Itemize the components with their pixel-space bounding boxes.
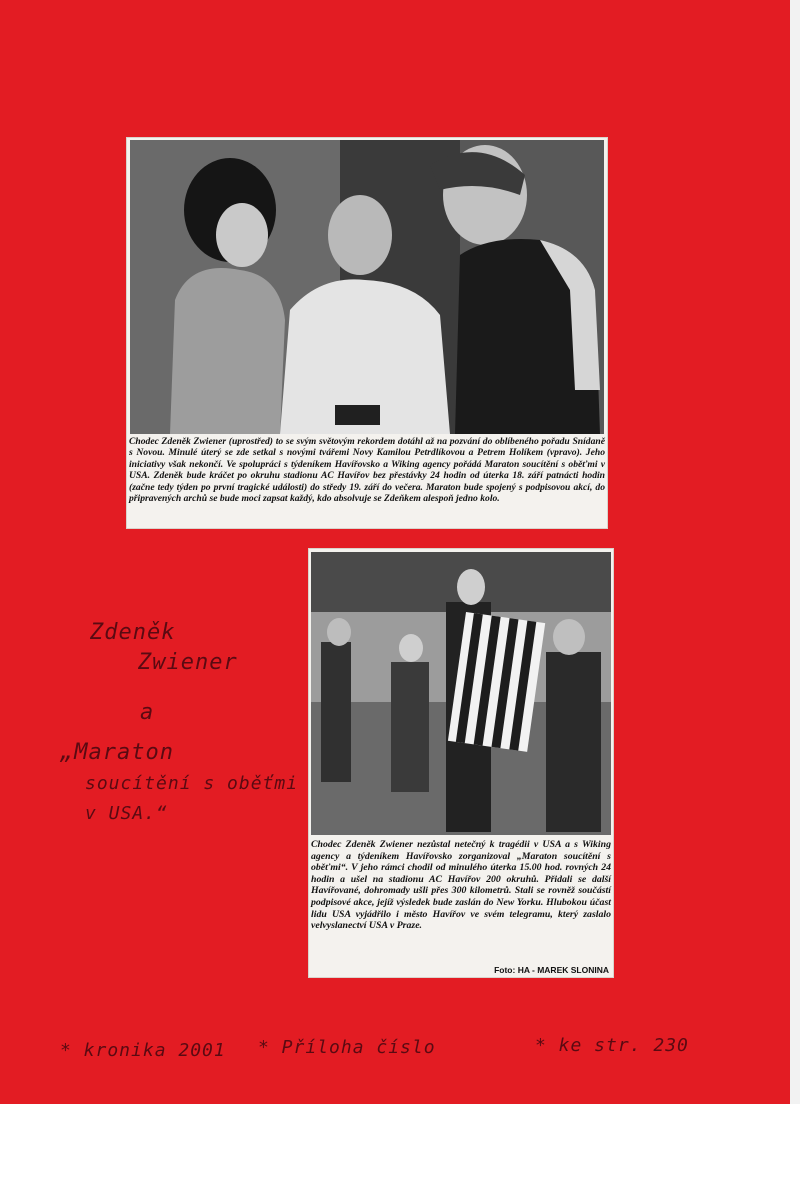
caption-bottom: Chodec Zdeněk Zwiener nezůstal netečný k tragédii v USA a s Wiking agency a týdeníkem Havířovsko zorganizoval „Maraton soucítění s oběťmi“. V jeho rámci chodil od minulého úterka 15.00 hod. rovných 24 hodin a ušel na stadionu AC Havířov 200 okruhů. Přidali se další Havířované, dohromady ušli přes 300 kilometrů. Stali se rovněž součástí podpisové akce, jejíž výsledek bude zaslán do New Yorku. Hlubokou účast lidu USA vyjádřilo i město Havířov ve svém telegramu, který zaslalo velvyslanectví USA v Praze. — [311, 839, 611, 932]
photo-of-walkers-with-flag-icon — [311, 552, 611, 835]
photo-credit: Foto: HA - MAREK SLONINA — [490, 965, 609, 975]
handwriting-line-2: Zwiener — [138, 650, 238, 675]
handwriting-line-4: „Maraton — [60, 740, 174, 765]
footer-attachment: * Příloha číslo — [258, 1037, 436, 1058]
photo-of-three-people-icon — [130, 140, 604, 434]
handwriting-line-6: v USA.“ — [85, 803, 168, 824]
scan-edge — [790, 0, 800, 1104]
handwriting-line-5: soucítění s oběťmi — [85, 773, 299, 794]
footer-page-ref: * ke str. 230 — [535, 1035, 689, 1056]
newspaper-clipping-top — [127, 138, 607, 528]
newspaper-clipping-bottom — [309, 549, 613, 977]
footer-chronicle: * kronika 2001 — [60, 1040, 226, 1061]
caption-top: Chodec Zdeněk Zwiener (uprostřed) to se svým světovým rekordem dotáhl až na pozvání do oblíbeného pořadu Snídaně s Novou. Minulé úterý se zde setkal s novými tvářemi Novy Kamilou Petrdlíkovou a Petrem Holíkem (vpravo). Jeho iniciativy však nekončí. Ve spolupráci s týdeníkem Havířovsko a Wiking agency pořádá Maraton soucítění s oběťmi v USA. Zdeněk bude kráčet po okruhu stadionu AC Havířov bez přestávky 24 hodin od úterka 18. září patnácti hodin (začne tedy týden po první tragické události) do středy 19. září do večera. Maraton bude spojený s podpisovou akcí, do připravených archů se bude moci zapsat každý, kdo absolvuje se Zdeňkem alespoň jedno kolo. — [129, 436, 605, 505]
handwriting-line-1: Zdeněk — [90, 620, 176, 645]
handwriting-line-3: a — [140, 700, 155, 725]
